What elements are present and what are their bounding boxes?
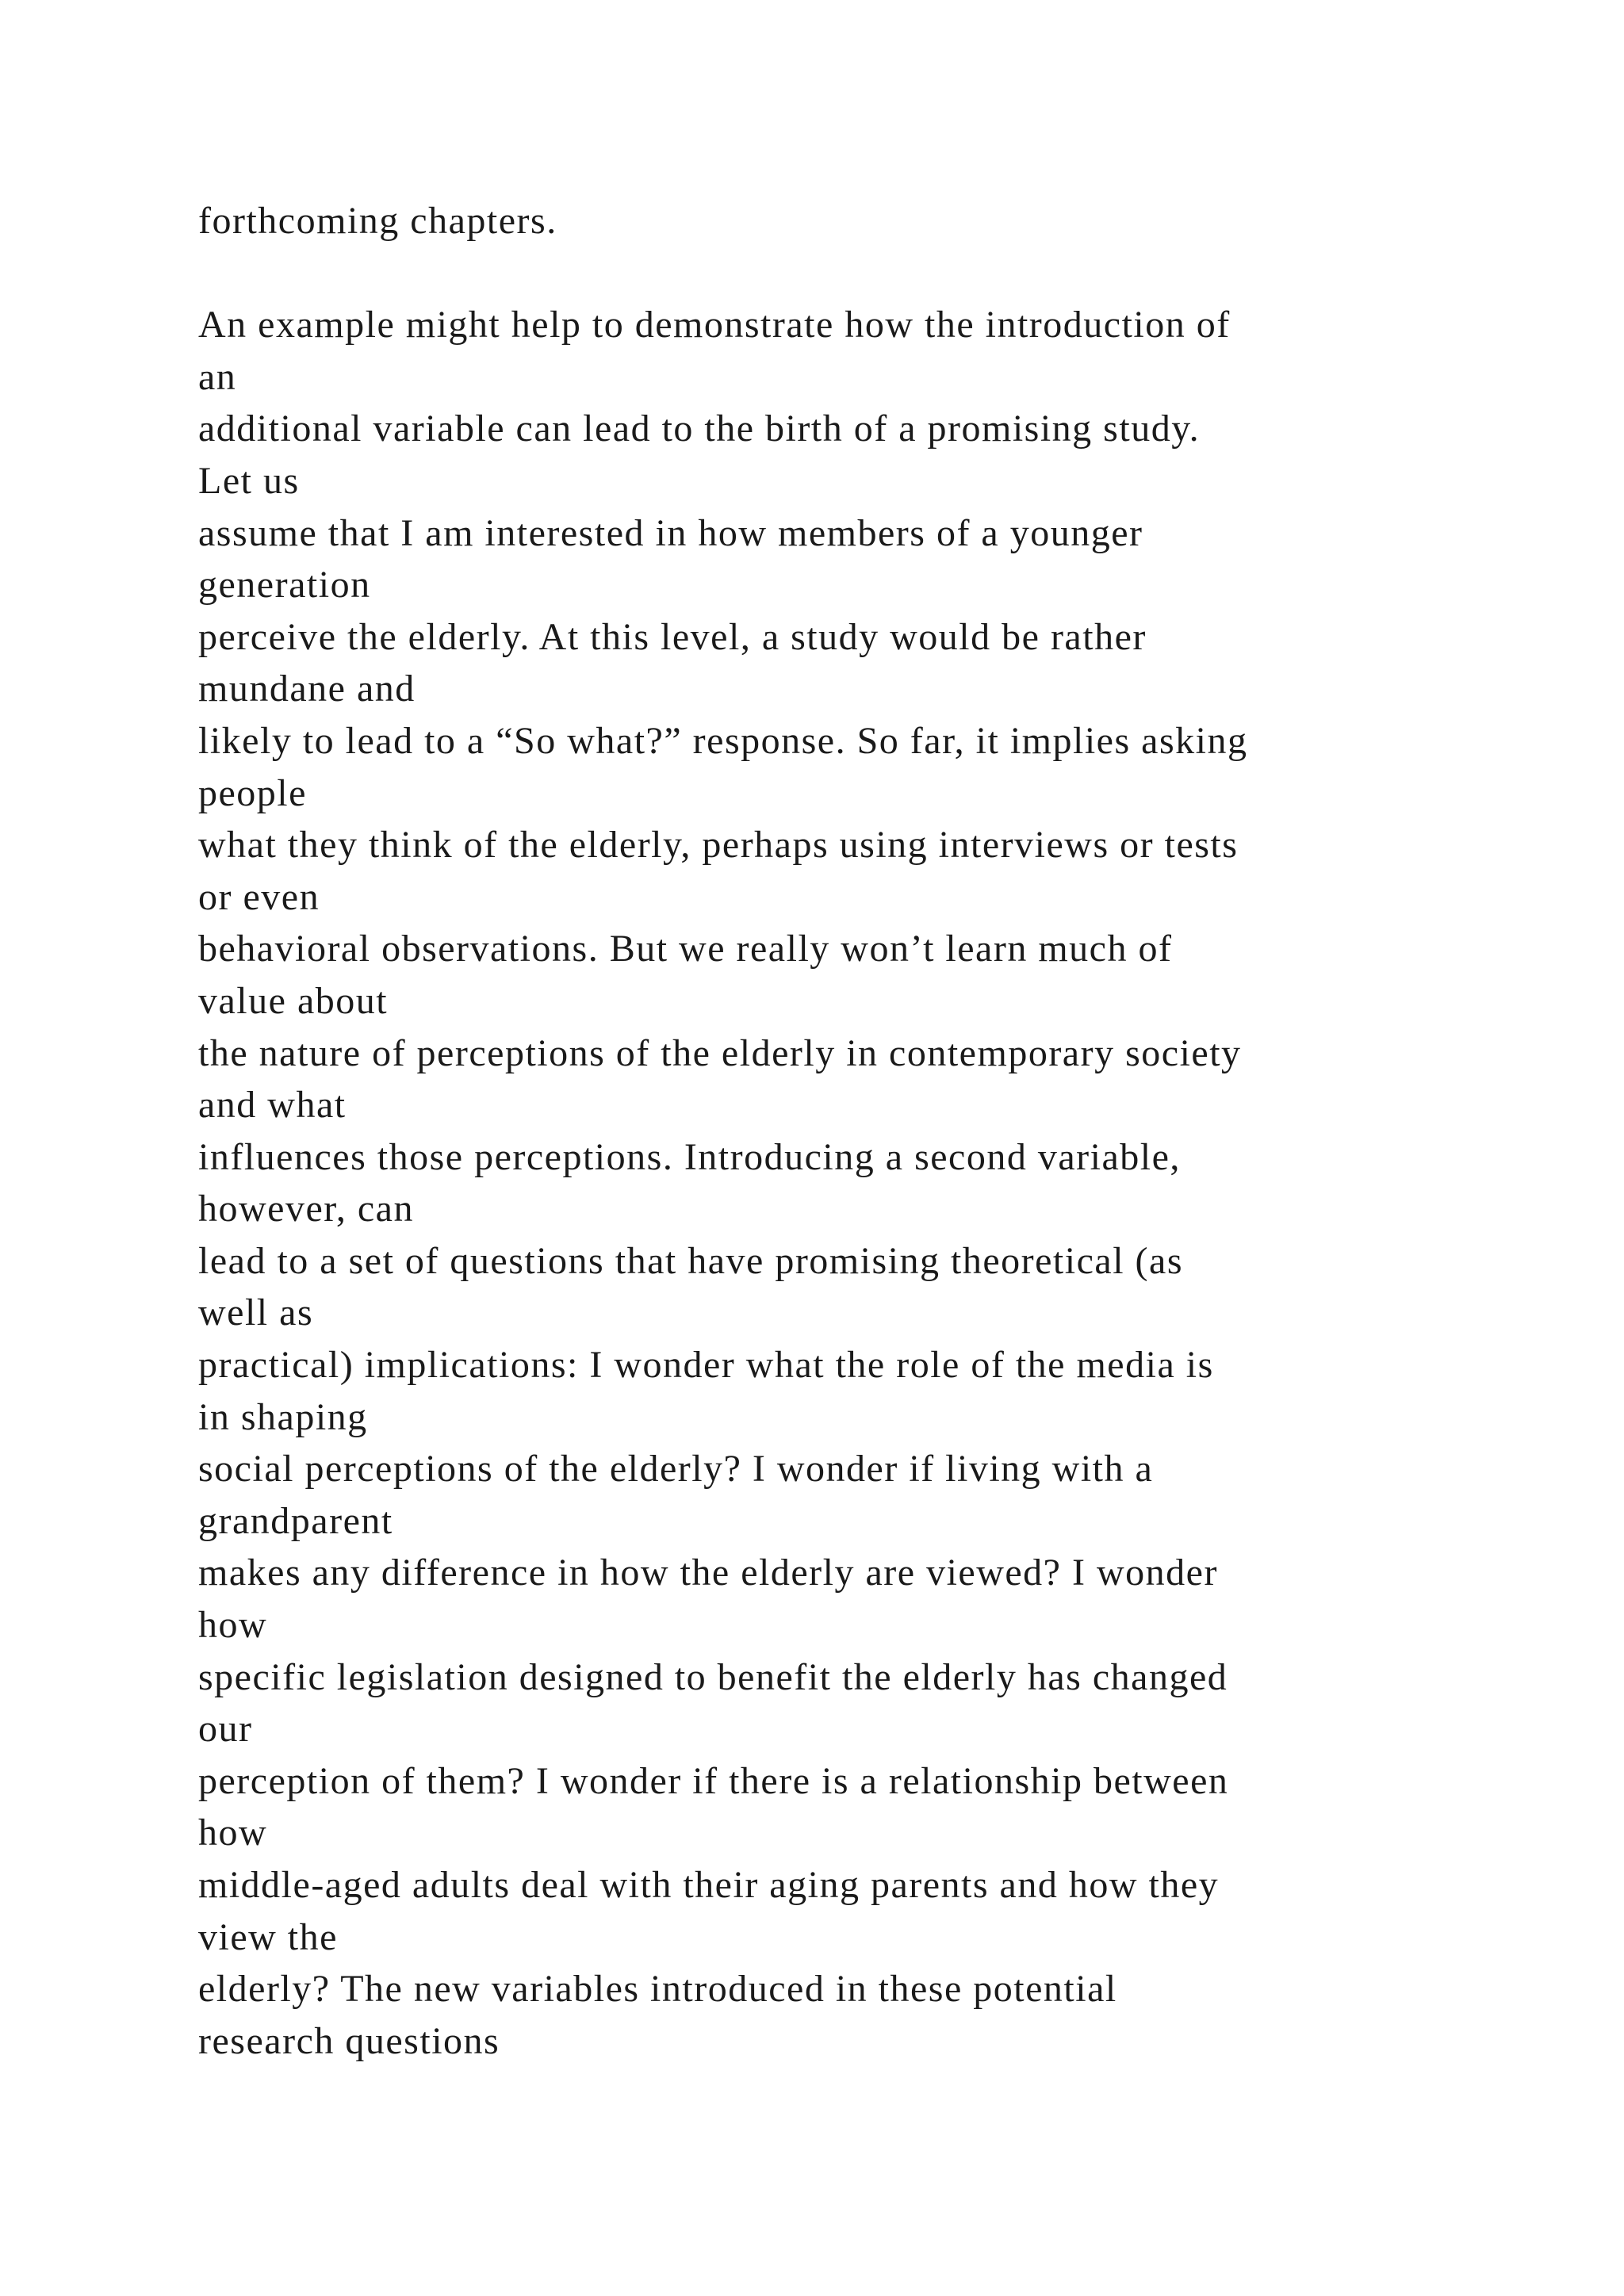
text-line: middle-aged adults deal with their aging parents and how they: [198, 1864, 1220, 1906]
text-line: generation: [198, 564, 371, 607]
text-line: view the: [198, 1915, 338, 1958]
text-line: influences those perceptions. Introducing a second variable,: [198, 1135, 1181, 1178]
text-line: forthcoming chapters.: [198, 200, 557, 242]
text-line: likely to lead to a “So what?” response. So far, it implies asking: [198, 719, 1248, 762]
paragraph-1: [198, 195, 1546, 247]
text-line: additional variable can lead to the birth of a promising study.: [198, 408, 1201, 450]
body-text: [198, 195, 1546, 2067]
text-line: how: [198, 1812, 268, 1854]
text-line: what they think of the elderly, perhaps using interviews or tests: [198, 824, 1239, 867]
text-line: An example might help to demonstrate how the introduction of: [198, 304, 1231, 346]
text-line: practical) implications: I wonder what the role of the media is: [198, 1344, 1214, 1387]
text-line: people: [198, 771, 307, 814]
text-line: makes any difference in how the elderly are viewed? I wonder: [198, 1552, 1218, 1594]
text-line: however, can: [198, 1188, 414, 1230]
paragraph-break: [198, 247, 1546, 300]
text-line: research questions: [198, 2019, 500, 2062]
text-line: how: [198, 1604, 268, 1647]
text-line: and what: [198, 1084, 347, 1127]
text-line: the nature of perceptions of the elderly in contemporary society: [198, 1031, 1242, 1074]
text-line: perceive the elderly. At this level, a study would be rather: [198, 615, 1147, 658]
text-line: specific legislation designed to benefit the elderly has changed: [198, 1655, 1228, 1698]
text-line: mundane and: [198, 668, 416, 710]
text-line: behavioral observations. But we really won’t learn much of: [198, 928, 1173, 970]
text-line: lead to a set of questions that have promising theoretical (as: [198, 1239, 1183, 1282]
text-line: perception of them? I wonder if there is a relationship between: [198, 1759, 1229, 1802]
text-line: assume that I am interested in how members of a younger: [198, 511, 1143, 554]
text-line: in shaping: [198, 1395, 368, 1438]
text-line: grandparent: [198, 1499, 393, 1542]
text-line: well as: [198, 1292, 314, 1334]
text-line: an: [198, 355, 237, 398]
text-line: social perceptions of the elderly? I wonder if living with a: [198, 1448, 1154, 1490]
text-line: or even: [198, 875, 320, 918]
text-line: value about: [198, 979, 389, 1022]
paragraph-2: [198, 299, 1546, 2067]
text-line: our: [198, 1708, 253, 1751]
text-line: Let us: [198, 459, 300, 502]
text-line: elderly? The new variables introduced in these potential: [198, 1968, 1117, 2011]
